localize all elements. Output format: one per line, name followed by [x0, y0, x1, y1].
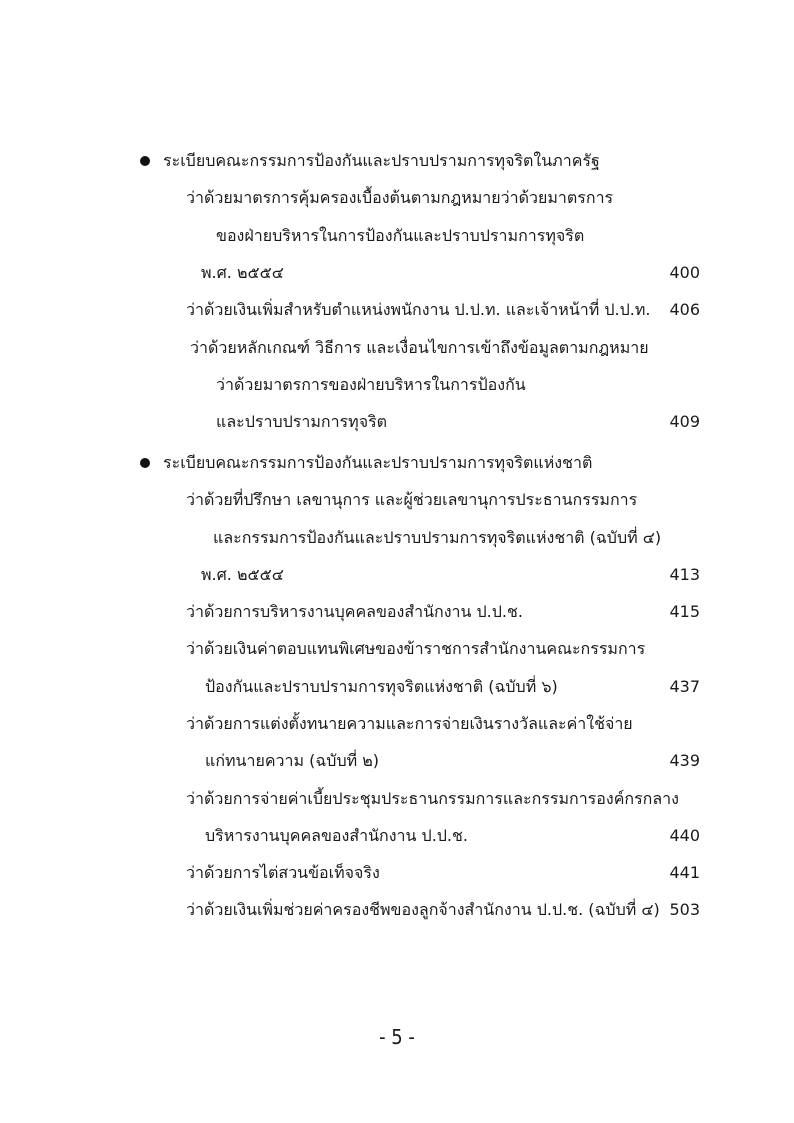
- page-ref: 437: [669, 677, 700, 696]
- page-number: - 5 -: [379, 1025, 415, 1049]
- toc-entry-text: ว่าด้วยมาตรการคุ้มครองเบื้องต้นตามกฎหมายว่าด้วยมาตรการ: [186, 188, 614, 207]
- toc-entry-text: ว่าด้วยการจ่ายค่าเบี้ยประชุมประธานกรรมการและกรรมการองค์กรกลาง: [186, 789, 679, 808]
- toc-entry-text: แก่ทนายความ (ฉบับที่ ๒): [205, 751, 380, 770]
- toc-entry-text: ว่าด้วยหลักเกณฑ์ วิธีการ และเงื่อนไขการเข้าถึงข้อมูลตามกฎหมาย: [190, 338, 649, 357]
- page-ref: 409: [669, 412, 700, 431]
- page-ref: 400: [669, 263, 700, 282]
- page-ref: 441: [669, 863, 700, 882]
- toc-line: [0, 634, 794, 664]
- page-ref: 415: [669, 602, 700, 621]
- section-heading: [0, 146, 794, 176]
- page-ref: 440: [669, 826, 700, 845]
- toc-line: [0, 784, 794, 814]
- toc-entry-text: ของฝ่ายบริหารในการป้องกันและปราบปรามการทุจริต: [216, 226, 585, 245]
- toc-line: [0, 597, 794, 627]
- toc-line: [0, 370, 794, 400]
- section-heading-text: ระเบียบคณะกรรมการป้องกันและปราบปรามการทุจริตในภาครัฐ: [163, 151, 600, 170]
- toc-line: [0, 709, 794, 739]
- toc-entry-text: ว่าด้วยมาตรการของฝ่ายบริหารในการป้องกัน: [216, 375, 526, 394]
- toc-entry-text: ว่าด้วยการแต่งตั้งทนายความและการจ่ายเงินรางวัลและค่าใช้จ่าย: [186, 714, 633, 733]
- toc-entry-text: พ.ศ. ๒๕๕๔: [201, 565, 284, 584]
- toc-line: [0, 895, 794, 925]
- toc-entry-text: บริหารงานบุคคลของสำนักงาน ป.ป.ช.: [205, 826, 468, 845]
- toc-entry-text: ว่าด้วยการบริหารงานบุคคลของสำนักงาน ป.ป.ช.: [186, 602, 523, 621]
- section-heading: [0, 448, 794, 478]
- toc-line: [0, 858, 794, 888]
- toc-entry-text: และปราบปรามการทุจริต: [216, 412, 388, 431]
- toc-line: [0, 183, 794, 213]
- toc-entry-text: ว่าด้วยที่ปรึกษา เลขานุการ และผู้ช่วยเลขานุการประธานกรรมการ: [186, 490, 638, 509]
- toc-line: [0, 560, 794, 590]
- bullet-icon: [140, 458, 150, 468]
- toc-entry-text: ว่าด้วยการไต่สวนข้อเท็จจริง: [186, 863, 380, 882]
- page-ref: 503: [669, 900, 700, 919]
- toc-line: [0, 485, 794, 515]
- toc-line: [0, 221, 794, 251]
- toc-line: [0, 523, 794, 553]
- toc-line: [0, 821, 794, 851]
- section-heading-text: ระเบียบคณะกรรมการป้องกันและปราบปรามการทุจริตแห่งชาติ: [163, 453, 593, 472]
- toc-entry-text: ป้องกันและปราบปรามการทุจริตแห่งชาติ (ฉบับที่ ๖): [205, 677, 558, 696]
- page-ref: 413: [669, 565, 700, 584]
- toc-line: [0, 295, 794, 325]
- toc-line: [0, 407, 794, 437]
- toc-entry-text: ว่าด้วยเงินค่าตอบแทนพิเศษของข้าราชการสำนักงานคณะกรรมการ: [186, 639, 646, 658]
- toc-entry-text: ว่าด้วยเงินเพิ่มสำหรับตำแหน่งพนักงาน ป.ป.ท. และเจ้าหน้าที่ ป.ป.ท.: [186, 300, 651, 319]
- toc-line: [0, 746, 794, 776]
- toc-entry-text: พ.ศ. ๒๕๕๔: [201, 263, 284, 282]
- bullet-icon: [140, 156, 150, 166]
- toc-line: [0, 258, 794, 288]
- page-ref: 439: [669, 751, 700, 770]
- toc-line: [0, 333, 794, 363]
- page-ref: 406: [669, 300, 700, 319]
- toc-line: [0, 672, 794, 702]
- toc-entry-text: ว่าด้วยเงินเพิ่มช่วยค่าครองชีพของลูกจ้างสำนักงาน ป.ป.ช. (ฉบับที่ ๔): [186, 900, 660, 919]
- toc-entry-text: และกรรมการป้องกันและปราบปรามการทุจริตแห่งชาติ (ฉบับที่ ๔): [213, 528, 662, 547]
